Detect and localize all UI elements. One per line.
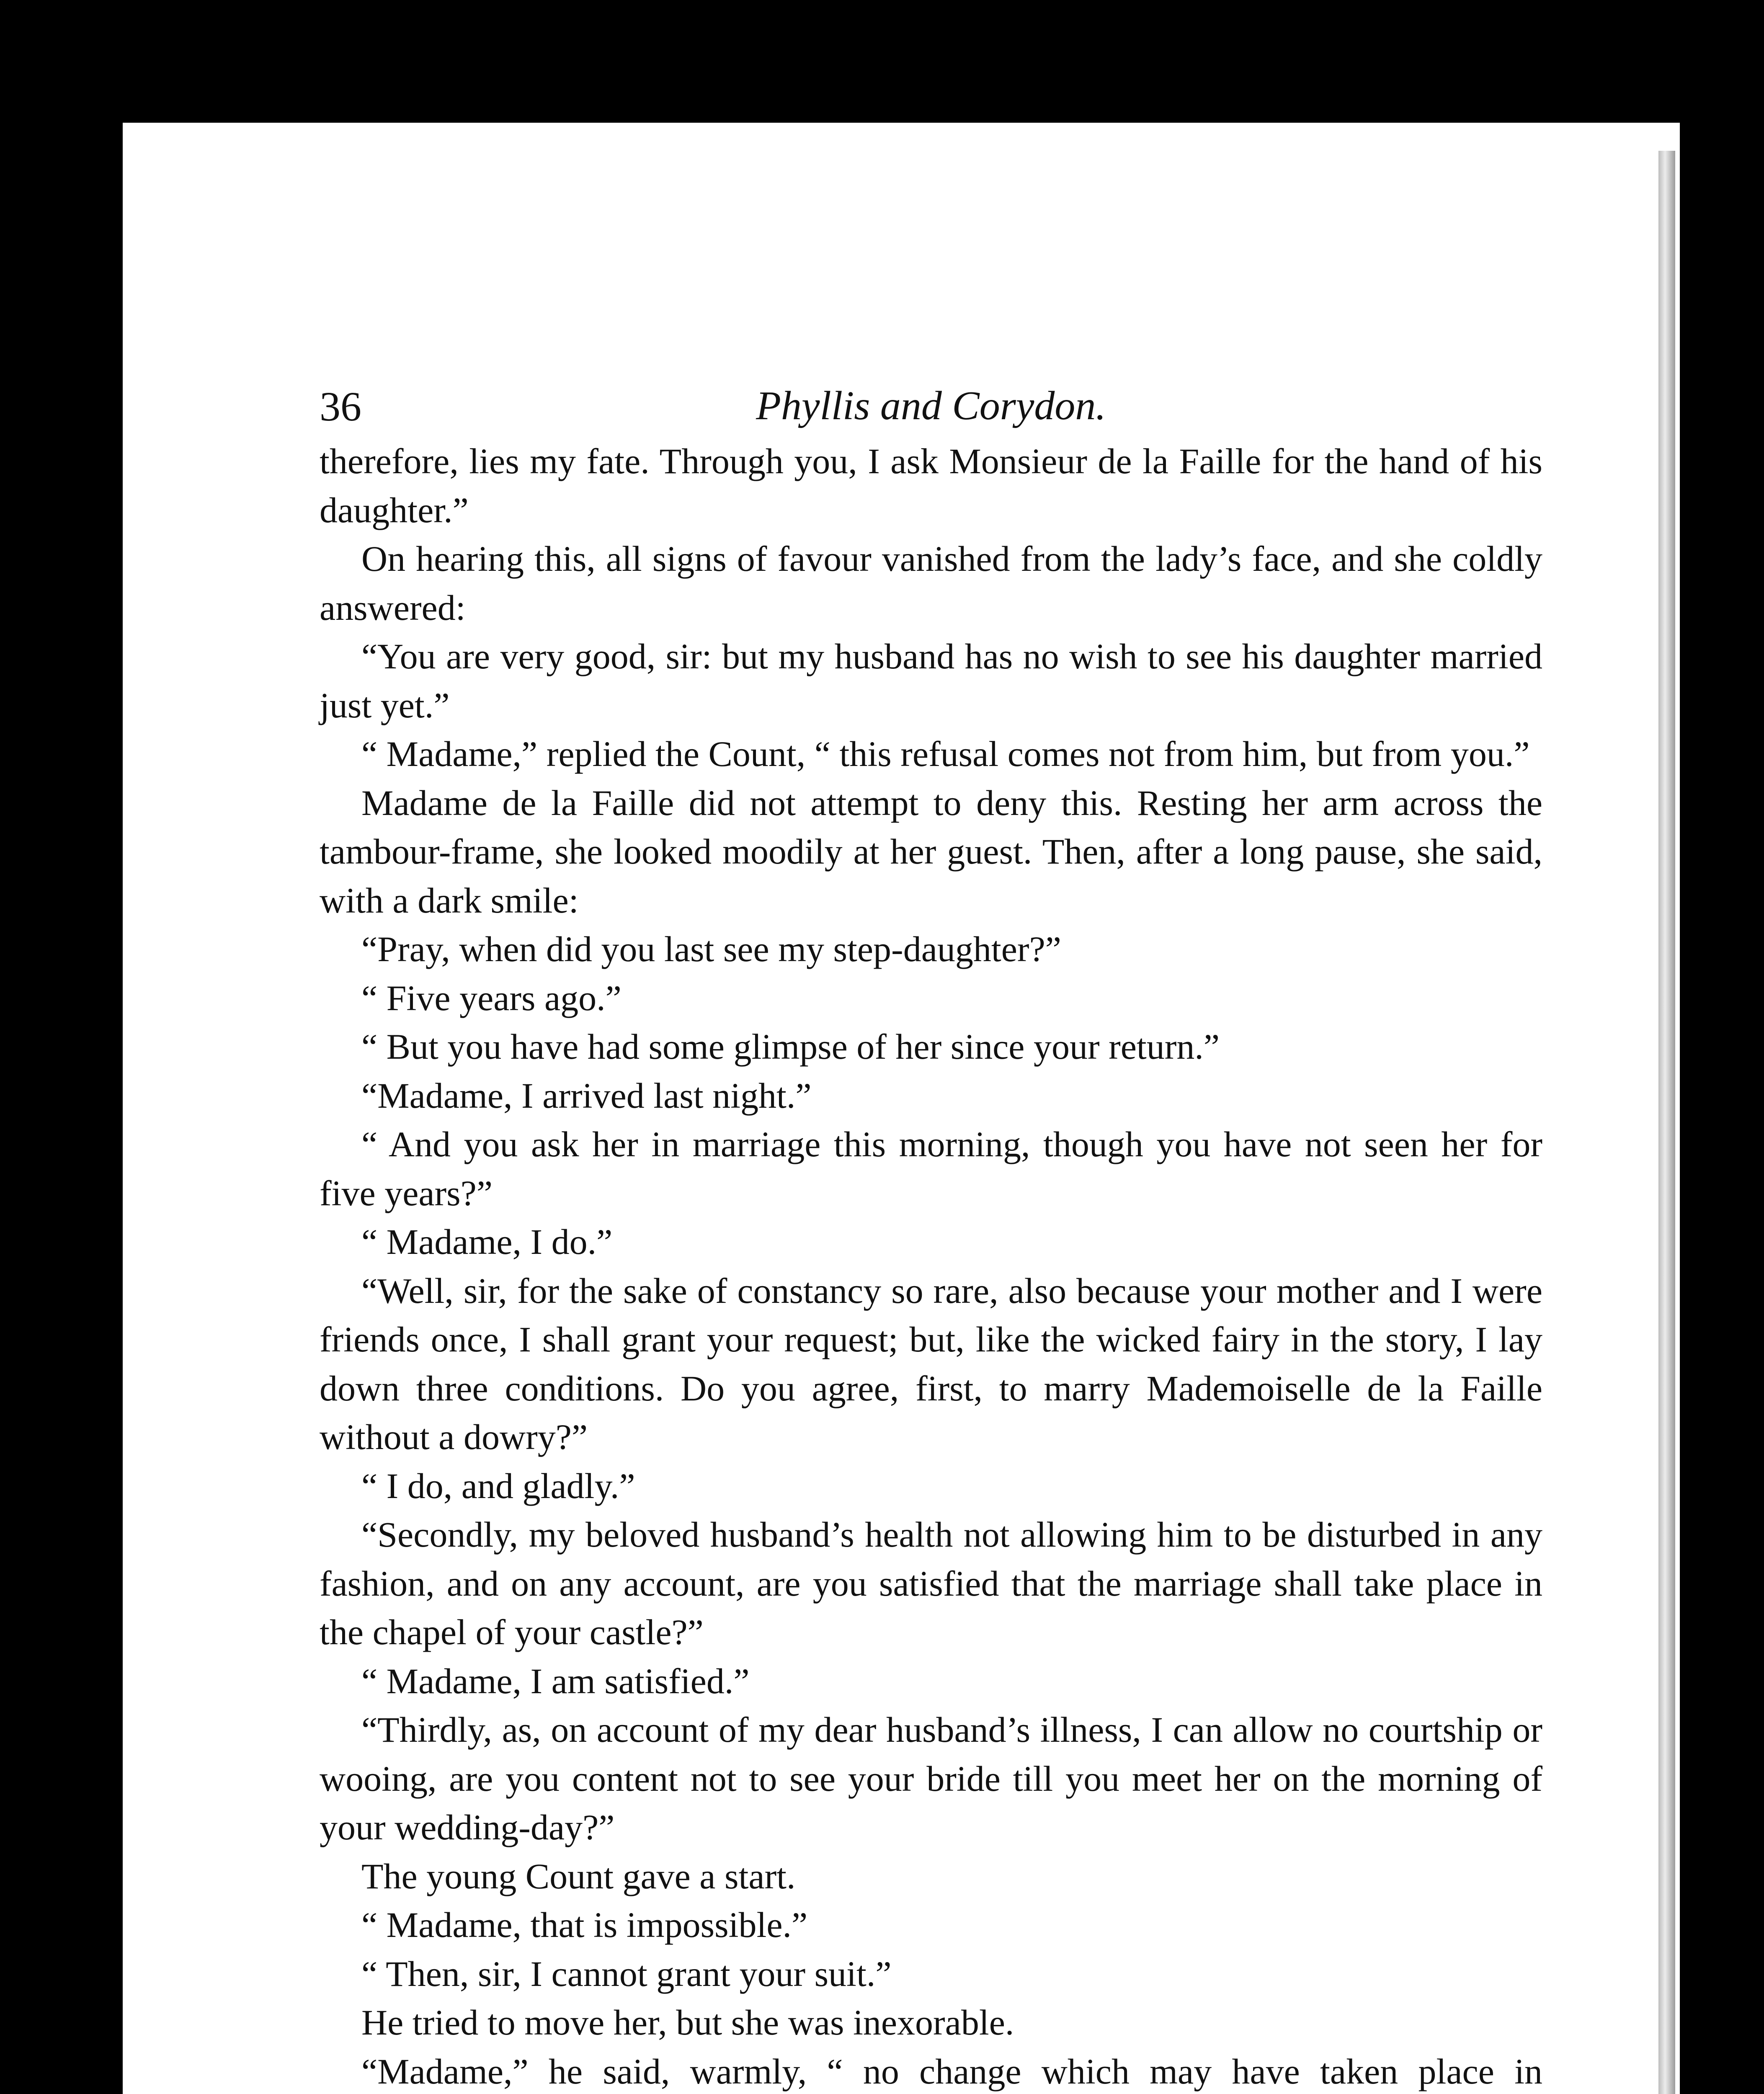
paragraph: “ Madame,” replied the Count, “ this refusal comes not from him, but from you.” [361,734,1530,774]
paragraph: On hearing this, all signs of favour vanished from the lady’s face, and she coldly answered: [320,539,1542,628]
paragraph: “ Five years ago.” [361,977,622,1018]
paragraph: therefore, lies my fate. Through you, I ask Monsieur de la Faille for the hand of his daughter.” [320,441,1542,530]
paragraph: “You are very good, sir: but my husband has no wish to see his daughter married just yet.” [320,636,1542,725]
paragraph: He tried to move her, but she was inexorable. [361,2002,1014,2042]
paragraph: “Madame, I arrived last night.” [361,1075,812,1116]
paragraph: “ And you ask her in marriage this morning, though you have not seen her for five years?” [320,1124,1542,1213]
paragraph: “ Madame, that is impossible.” [361,1905,808,1945]
paragraph: “Well, sir, for the sake of constancy so rare, also because your mother and I were friends once, I shall grant your request; but, like the wicked fairy in the story, I lay down three conditions. Do you agree, first, to marry Mademoiselle de la Faille without a dowry?” [320,1270,1542,1457]
paragraph: “Pray, when did you last see my step-daughter?” [361,929,1061,969]
page-number: 36 [320,383,361,430]
page-content [320,374,1542,2094]
paragraph: The young Count gave a start. [361,1856,796,1896]
paragraph: “ But you have had some glimpse of her since your return.” [361,1026,1220,1067]
running-title: Phyllis and Corydon. [756,383,1106,428]
paragraph: “Thirdly, as, on account of my dear husband’s illness, I can allow no courtship or wooing, are you content not to see your bride till you meet her on the morning of your wedding-day?” [320,1710,1542,1847]
running-head [320,374,1542,437]
paragraph: “ Then, sir, I cannot grant your suit.” [361,1953,892,1994]
paragraph: “ Madame, I do.” [361,1222,613,1262]
paragraph: “ Madame, I am satisfied.” [361,1661,750,1701]
body-text [320,437,1542,2094]
margin-speck [67,1328,76,1337]
paragraph: “Madame,” he said, warmly, “ no change which may have taken place in [361,2051,1542,2091]
paragraph: “ I do, and gladly.” [361,1465,635,1506]
book-edge [1658,151,1675,2094]
book-page [123,123,1680,2094]
paragraph: Madame de la Faille did not attempt to deny this. Resting her arm across the tambour-frame, she looked moodily at her guest. Then, after a long pause, she said, with a dark smile: [320,782,1542,921]
paragraph: “Secondly, my beloved husband’s health not allowing him to be disturbed in any fashion, and on any account, are you satisfied that the marriage shall take place in the chapel of your castle?” [320,1514,1542,1652]
